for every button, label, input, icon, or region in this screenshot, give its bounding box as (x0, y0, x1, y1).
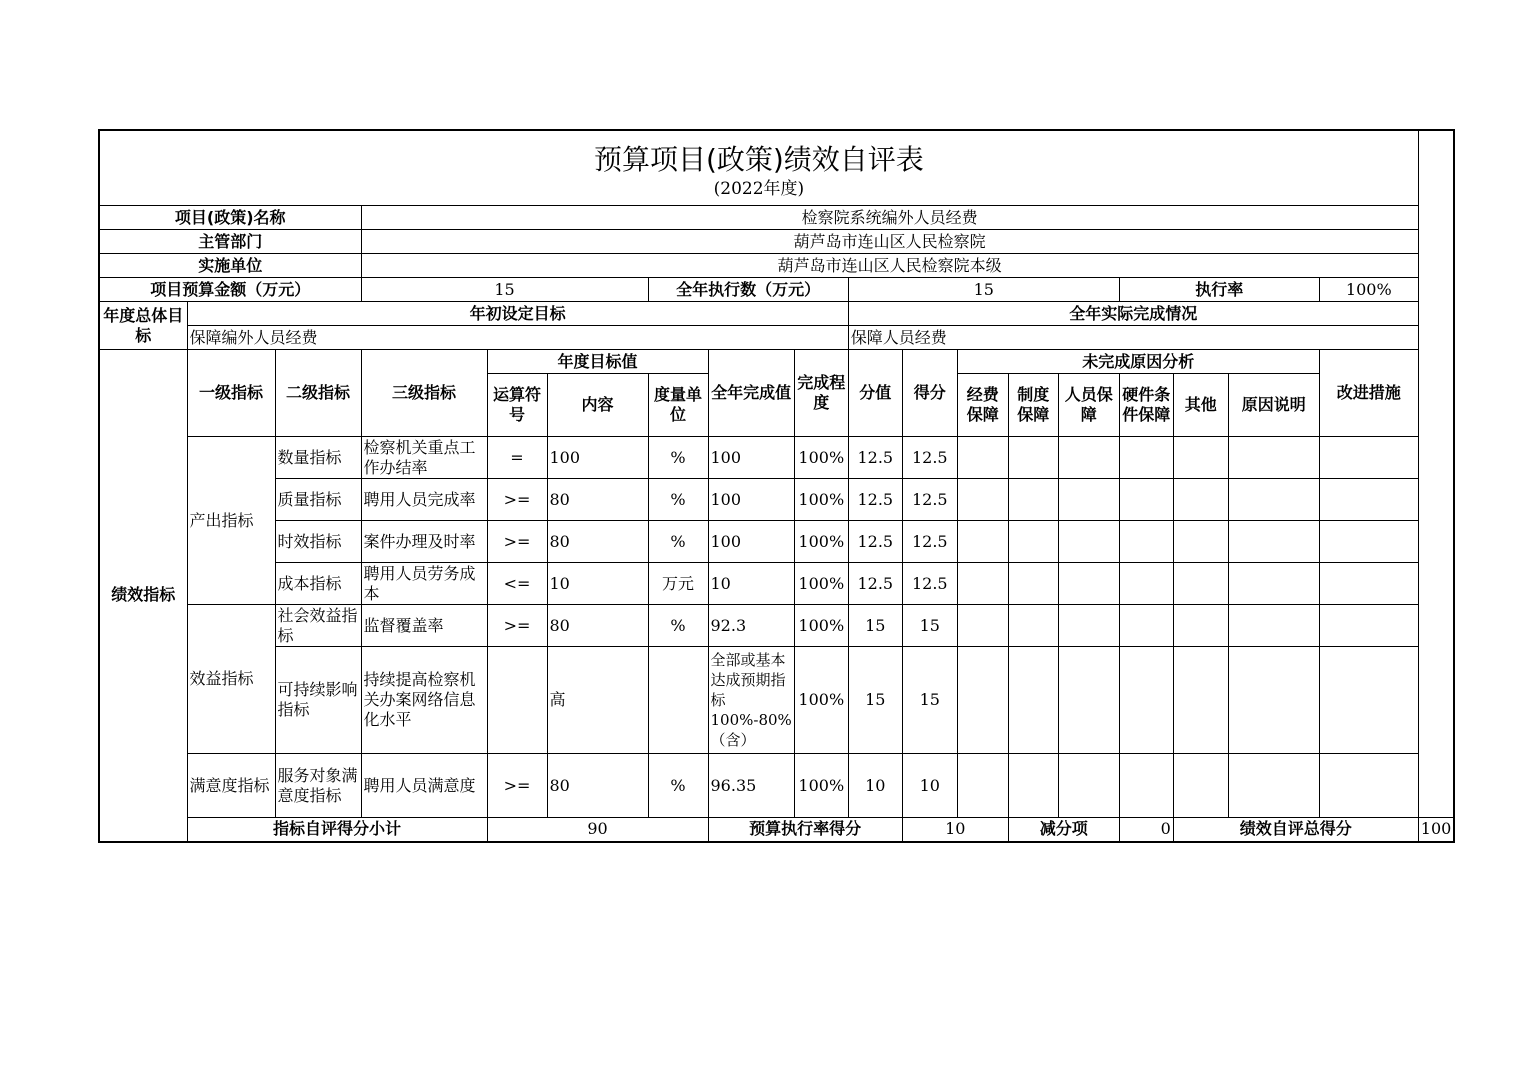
reason-other-header: 其他 (1173, 374, 1228, 437)
row-actual: 100 (708, 479, 794, 521)
row-blank (957, 437, 1008, 479)
initial-goal-label: 年初设定目标 (187, 302, 848, 326)
row-l2: 服务对象满意度指标 (275, 754, 361, 818)
row-l2: 可持续影响指标 (275, 647, 361, 754)
table-row (99, 605, 1454, 647)
row-blank (1008, 754, 1058, 818)
row-op: >= (487, 754, 547, 818)
table-row (99, 479, 1454, 521)
executed-label: 全年执行数（万元） (648, 278, 848, 302)
budget-score-value: 10 (902, 818, 1008, 842)
deduct-label: 减分项 (1008, 818, 1119, 842)
perf-label: 绩效指标 (99, 350, 187, 842)
row-unit: % (648, 754, 708, 818)
deduct-value: 0 (1119, 818, 1173, 842)
row-value: 12.5 (848, 479, 902, 521)
row-l3: 聘用人员完成率 (361, 479, 487, 521)
row-value: 15 (848, 647, 902, 754)
project-name-label: 项目(政策)名称 (99, 206, 361, 230)
row-blank (1119, 754, 1173, 818)
row-op: >= (487, 479, 547, 521)
row-l3: 案件办理及时率 (361, 521, 487, 563)
row-l2: 社会效益指标 (275, 605, 361, 647)
row-blank (1008, 521, 1058, 563)
row-value: 10 (848, 754, 902, 818)
dept-label: 主管部门 (99, 230, 361, 254)
goals-label: 年度总体目标 (99, 302, 187, 350)
initial-goal-value: 保障编外人员经费 (187, 326, 848, 350)
group-benefit: 效益指标 (187, 605, 275, 754)
row-unit: 万元 (648, 563, 708, 605)
row-blank (1228, 647, 1319, 754)
row-blank (1058, 754, 1119, 818)
row-blank (957, 563, 1008, 605)
row-content: 80 (547, 605, 648, 647)
row-score: 12.5 (902, 563, 957, 605)
row-content: 高 (547, 647, 648, 754)
rate-value: 100% (1319, 278, 1418, 302)
actual-goal-label: 全年实际完成情况 (848, 302, 1418, 326)
row-l3: 监督覆盖率 (361, 605, 487, 647)
row-score: 12.5 (902, 479, 957, 521)
row-degree: 100% (794, 605, 848, 647)
row-content: 100 (547, 437, 648, 479)
row-actual: 92.3 (708, 605, 794, 647)
row-score: 12.5 (902, 521, 957, 563)
row-blank (1319, 521, 1418, 563)
row-blank (957, 647, 1008, 754)
row-blank (1058, 437, 1119, 479)
table-row (99, 647, 1454, 754)
page-title: 预算项目(政策)绩效自评表 (593, 143, 924, 176)
row-blank (1228, 479, 1319, 521)
op-header: 运算符号 (487, 374, 547, 437)
row-score: 15 (902, 605, 957, 647)
row-value: 12.5 (848, 563, 902, 605)
row-op (487, 647, 547, 754)
score-value-header: 分值 (848, 350, 902, 437)
row-value: 12.5 (848, 521, 902, 563)
row-blank (1228, 563, 1319, 605)
row-blank (1319, 437, 1418, 479)
row-actual: 100 (708, 437, 794, 479)
row-blank (1173, 479, 1228, 521)
row-score: 10 (902, 754, 957, 818)
actual-goal-value: 保障人员经费 (848, 326, 1418, 350)
row-blank (1319, 647, 1418, 754)
actual-header: 全年完成值 (708, 350, 794, 437)
row-content: 80 (547, 521, 648, 563)
row-blank (957, 754, 1008, 818)
unit-header: 度量单位 (648, 374, 708, 437)
row-blank (1058, 521, 1119, 563)
row-op: <= (487, 563, 547, 605)
level1-header: 一级指标 (187, 350, 275, 437)
table-row (99, 521, 1454, 563)
row-unit: % (648, 605, 708, 647)
subtotal-label: 指标自评得分小计 (187, 818, 487, 842)
row-blank (1058, 479, 1119, 521)
row-l2: 数量指标 (275, 437, 361, 479)
row-l3: 检察机关重点工作办结率 (361, 437, 487, 479)
row-blank (1319, 605, 1418, 647)
row-blank (1319, 479, 1418, 521)
degree-header: 完成程度 (794, 350, 848, 437)
group-satisfaction: 满意度指标 (187, 754, 275, 818)
row-blank (1119, 563, 1173, 605)
row-l2: 成本指标 (275, 563, 361, 605)
row-degree: 100% (794, 479, 848, 521)
row-actual: 100 (708, 521, 794, 563)
row-blank (957, 479, 1008, 521)
row-l3: 持续提高检察机关办案网络信息化水平 (361, 647, 487, 754)
row-value: 12.5 (848, 437, 902, 479)
reason-funds-header: 经费保障 (957, 374, 1008, 437)
row-op: >= (487, 521, 547, 563)
row-blank (1319, 754, 1418, 818)
reason-system-header: 制度保障 (1008, 374, 1058, 437)
table-row (99, 563, 1454, 605)
budget-value: 15 (361, 278, 648, 302)
dept-value: 葫芦岛市连山区人民检察院 (361, 230, 1418, 254)
row-blank (1228, 521, 1319, 563)
row-unit: % (648, 437, 708, 479)
improve-header: 改进措施 (1319, 350, 1418, 437)
table-row (99, 754, 1454, 818)
row-l3: 聘用人员劳务成本 (361, 563, 487, 605)
row-unit: % (648, 521, 708, 563)
page-subtitle: (2022年度) (713, 179, 805, 199)
row-blank (1119, 479, 1173, 521)
row-blank (1173, 521, 1228, 563)
row-l3: 聘用人员满意度 (361, 754, 487, 818)
row-blank (1008, 605, 1058, 647)
row-score: 12.5 (902, 437, 957, 479)
row-blank (1173, 437, 1228, 479)
row-blank (1008, 437, 1058, 479)
row-actual: 96.35 (708, 754, 794, 818)
row-l2: 时效指标 (275, 521, 361, 563)
row-degree: 100% (794, 563, 848, 605)
rate-label: 执行率 (1119, 278, 1319, 302)
row-blank (1119, 605, 1173, 647)
row-blank (1119, 437, 1173, 479)
row-blank (1058, 647, 1119, 754)
reason-group-header: 未完成原因分析 (957, 350, 1319, 374)
row-blank (1119, 521, 1173, 563)
row-degree: 100% (794, 754, 848, 818)
total-value: 100 (1418, 818, 1454, 842)
row-blank (1228, 754, 1319, 818)
row-blank (1173, 563, 1228, 605)
row-blank (957, 605, 1008, 647)
row-blank (1008, 647, 1058, 754)
row-l2: 质量指标 (275, 479, 361, 521)
row-blank (1173, 605, 1228, 647)
row-blank (1058, 563, 1119, 605)
row-value: 15 (848, 605, 902, 647)
performance-table (98, 129, 1455, 843)
budget-score-label: 预算执行率得分 (708, 818, 902, 842)
title-cell (99, 130, 1418, 206)
row-content: 80 (547, 479, 648, 521)
budget-label: 项目预算金额（万元） (99, 278, 361, 302)
row-op: >= (487, 605, 547, 647)
table-row (99, 437, 1454, 479)
row-actual: 全部或基本达成预期指标100%-80%（含） (708, 647, 794, 754)
unit-label: 实施单位 (99, 254, 361, 278)
row-unit (648, 647, 708, 754)
row-blank (1008, 479, 1058, 521)
row-blank (1008, 563, 1058, 605)
row-unit: % (648, 479, 708, 521)
content-header: 内容 (547, 374, 648, 437)
row-blank (1119, 647, 1173, 754)
reason-explain-header: 原因说明 (1228, 374, 1319, 437)
row-content: 10 (547, 563, 648, 605)
row-op: = (487, 437, 547, 479)
group-output: 产出指标 (187, 437, 275, 605)
row-blank (1173, 754, 1228, 818)
level2-header: 二级指标 (275, 350, 361, 437)
row-degree: 100% (794, 647, 848, 754)
row-degree: 100% (794, 521, 848, 563)
level3-header: 三级指标 (361, 350, 487, 437)
row-score: 15 (902, 647, 957, 754)
target-group-header: 年度目标值 (487, 350, 708, 374)
row-blank (1058, 605, 1119, 647)
row-degree: 100% (794, 437, 848, 479)
reason-staff-header: 人员保障 (1058, 374, 1119, 437)
executed-value: 15 (848, 278, 1119, 302)
unit-value: 葫芦岛市连山区人民检察院本级 (361, 254, 1418, 278)
project-name-value: 检察院系统编外人员经费 (361, 206, 1418, 230)
score-header: 得分 (902, 350, 957, 437)
row-content: 80 (547, 754, 648, 818)
row-blank (1228, 437, 1319, 479)
row-blank (957, 521, 1008, 563)
subtotal-value: 90 (487, 818, 708, 842)
reason-hardware-header: 硬件条件保障 (1119, 374, 1173, 437)
row-actual: 10 (708, 563, 794, 605)
row-blank (1228, 605, 1319, 647)
row-blank (1173, 647, 1228, 754)
total-label: 绩效自评总得分 (1173, 818, 1418, 842)
row-blank (1319, 563, 1418, 605)
